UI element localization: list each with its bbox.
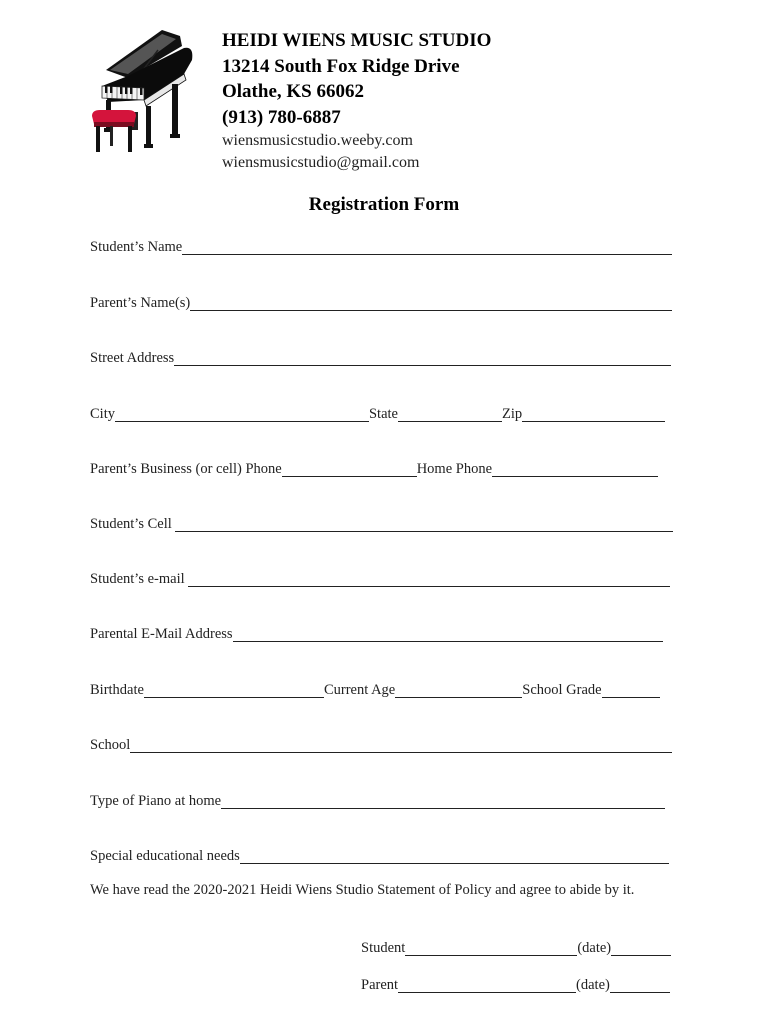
parent-signature-field[interactable]: [398, 977, 576, 993]
student-cell-label: Student’s Cell: [90, 516, 176, 532]
student-email-label: Student’s e-mail: [90, 571, 189, 587]
studio-website[interactable]: wiensmusicstudio.weeby.com: [222, 132, 413, 149]
student-name-row: [90, 235, 672, 255]
current-age-label: Current Age: [323, 682, 396, 698]
student-email-row: [90, 567, 670, 587]
state-label: State: [368, 406, 398, 422]
school-label: School: [90, 737, 131, 753]
parent-name-label: Parent’s Name(s): [90, 295, 191, 311]
student-name-field[interactable]: [182, 239, 672, 255]
grand-piano-icon: [88, 26, 214, 154]
home-phone-field[interactable]: [492, 461, 658, 477]
student-date-field[interactable]: [611, 940, 671, 956]
student-name-label: Student’s Name: [90, 239, 183, 255]
student-signature-row: [361, 936, 671, 956]
state-field[interactable]: [398, 406, 502, 422]
student-cell-row: [90, 512, 673, 532]
parental-email-row: [90, 622, 663, 642]
parent-name-field[interactable]: [190, 295, 672, 311]
piano-type-label: Type of Piano at home: [90, 793, 222, 809]
school-row: [90, 733, 672, 753]
student-signature-field[interactable]: [405, 940, 577, 956]
studio-street: 13214 South Fox Ridge Drive: [222, 55, 460, 77]
studio-phone: (913) 780-6887: [222, 106, 341, 128]
parent-signature-label: Parent: [361, 977, 399, 993]
policy-statement: We have read the 2020-2021 Heidi Wiens Studio Statement of Policy and agree to abide by it.: [90, 882, 635, 898]
student-date-label: (date): [577, 940, 612, 956]
special-needs-row: [90, 844, 669, 864]
studio-header: [222, 28, 491, 174]
special-needs-label: Special educational needs: [90, 848, 240, 864]
student-email-field[interactable]: [188, 571, 670, 587]
birthdate-row: [90, 678, 660, 698]
special-needs-field[interactable]: [240, 848, 669, 864]
phone-row: [90, 457, 658, 477]
current-age-field[interactable]: [395, 682, 522, 698]
studio-city-state-zip: Olathe, KS 66062: [222, 81, 364, 102]
zip-field[interactable]: [522, 406, 665, 422]
piano-type-row: [90, 789, 665, 809]
studio-email[interactable]: wiensmusicstudio@gmail.com: [222, 154, 420, 171]
street-address-row: [90, 346, 671, 366]
street-address-label: Street Address: [90, 350, 175, 366]
student-signature-label: Student: [361, 940, 406, 956]
school-field[interactable]: [130, 737, 672, 753]
birthdate-label: Birthdate: [90, 682, 144, 698]
parent-name-row: [90, 291, 672, 311]
parent-date-label: (date): [576, 977, 610, 993]
student-cell-field[interactable]: [175, 516, 673, 532]
birthdate-field[interactable]: [144, 682, 324, 698]
parental-email-field[interactable]: [233, 626, 663, 642]
city-field[interactable]: [115, 406, 369, 422]
school-grade-field[interactable]: [602, 682, 660, 698]
form-title: Registration Form: [308, 194, 460, 215]
parent-date-field[interactable]: [610, 977, 670, 993]
parent-signature-row: [361, 973, 670, 993]
city-state-zip-row: [90, 402, 665, 422]
home-phone-label: Home Phone: [416, 461, 493, 477]
city-label: City: [90, 406, 115, 422]
studio-name: HEIDI WIENS MUSIC STUDIO: [222, 30, 492, 51]
parental-email-label: Parental E-Mail Address: [90, 626, 233, 642]
school-grade-label: School Grade: [522, 682, 602, 698]
zip-label: Zip: [501, 406, 523, 422]
piano-type-field[interactable]: [221, 793, 665, 809]
street-address-field[interactable]: [174, 350, 671, 366]
parent-phone-label: Parent’s Business (or cell) Phone: [90, 461, 282, 477]
parent-phone-field[interactable]: [282, 461, 417, 477]
